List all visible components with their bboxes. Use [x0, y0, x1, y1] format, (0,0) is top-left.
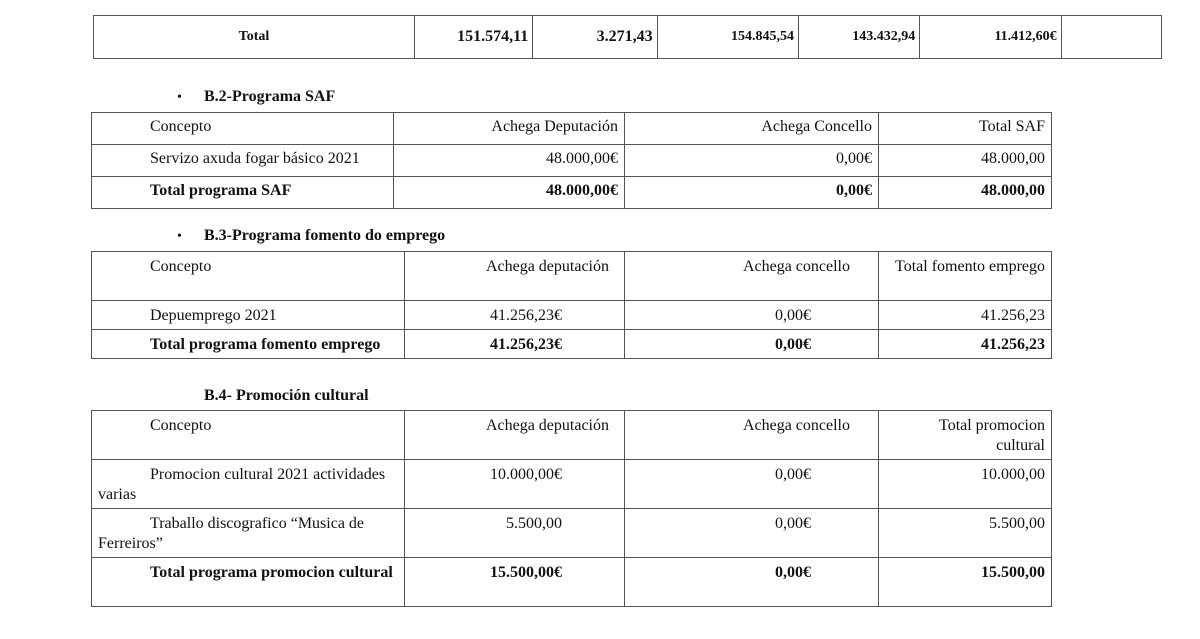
- table-cell: 10.000,00: [879, 460, 1052, 509]
- table-cell: 48.000,00€: [394, 145, 625, 177]
- section-heading-cultural: B.4- Promoción cultural: [204, 387, 369, 404]
- header-cell: Total promocion cultural: [879, 411, 1052, 460]
- table-cell: 0,00€: [625, 509, 879, 558]
- header-cell: Achega deputación: [405, 252, 625, 301]
- emprego-table: [91, 251, 1052, 359]
- table-row: [94, 16, 1162, 59]
- table-cell: [1061, 16, 1161, 59]
- table-cell: 48.000,00: [879, 177, 1052, 209]
- table-row: [92, 509, 1052, 558]
- table-cell: 0,00€: [625, 330, 879, 359]
- total-label: Total: [94, 16, 415, 59]
- table-cell: Traballo discografico “Musica de Ferreiros”: [92, 509, 405, 558]
- header-cell: Achega deputación: [405, 411, 625, 460]
- table-cell: 48.000,00€: [394, 177, 625, 209]
- table-cell: 154.845,54: [657, 16, 798, 59]
- table-cell: 151.574,11: [414, 16, 532, 59]
- cultural-table: [91, 410, 1052, 607]
- header-cell: Achega Concello: [625, 113, 879, 145]
- bullet: •: [177, 229, 182, 244]
- header-cell: Achega concello: [625, 252, 879, 301]
- section-heading-emprego: B.3-Programa fomento do emprego: [204, 227, 446, 244]
- table-header-row: [92, 252, 1052, 301]
- table-cell: 0,00€: [625, 177, 879, 209]
- table-cell: 15.500,00€: [405, 558, 625, 607]
- table-cell: 41.256,23: [879, 330, 1052, 359]
- table-cell: Total programa SAF: [92, 177, 394, 209]
- section-heading-saf: B.2-Programa SAF: [204, 88, 336, 105]
- table-header-row: [92, 113, 1052, 145]
- table-header-row: [92, 411, 1052, 460]
- table-cell: Servizo axuda fogar básico 2021: [92, 145, 394, 177]
- table-row: [92, 145, 1052, 177]
- table-cell: 0,00€: [625, 301, 879, 330]
- table-total-row: [92, 558, 1052, 607]
- table-cell: 41.256,23: [879, 301, 1052, 330]
- table-cell: Depuemprego 2021: [92, 301, 405, 330]
- table-cell: 143.432,94: [798, 16, 919, 59]
- table-cell: 41.256,23€: [405, 301, 625, 330]
- table-cell: 48.000,00: [879, 145, 1052, 177]
- saf-table: [91, 112, 1052, 209]
- table-total-row: [92, 330, 1052, 359]
- header-cell: Total fomento emprego: [879, 252, 1052, 301]
- header-cell: Concepto: [92, 411, 405, 460]
- table-cell: 0,00€: [625, 460, 879, 509]
- table-cell: 15.500,00: [879, 558, 1052, 607]
- table-cell: 3.271,43: [533, 16, 657, 59]
- table-total-row: [92, 177, 1052, 209]
- table-cell: 10.000,00€: [405, 460, 625, 509]
- summary-total-table: [93, 15, 1162, 59]
- table-cell: 5.500,00: [405, 509, 625, 558]
- table-cell: Total programa fomento emprego: [92, 330, 405, 359]
- table-cell: Total programa promocion cultural: [92, 558, 405, 607]
- table-cell: Promocion cultural 2021 actividades varias: [92, 460, 405, 509]
- header-cell: Total SAF: [879, 113, 1052, 145]
- table-cell: 11.412,60€: [920, 16, 1061, 59]
- header-cell: Concepto: [92, 252, 405, 301]
- table-row: [92, 460, 1052, 509]
- table-cell: 0,00€: [625, 145, 879, 177]
- header-cell: Achega Deputación: [394, 113, 625, 145]
- table-cell: 41.256,23€: [405, 330, 625, 359]
- bullet: •: [177, 90, 182, 105]
- table-cell: 0,00€: [625, 558, 879, 607]
- header-cell: Concepto: [92, 113, 394, 145]
- table-cell: 5.500,00: [879, 509, 1052, 558]
- header-cell: Achega concello: [625, 411, 879, 460]
- table-row: [92, 301, 1052, 330]
